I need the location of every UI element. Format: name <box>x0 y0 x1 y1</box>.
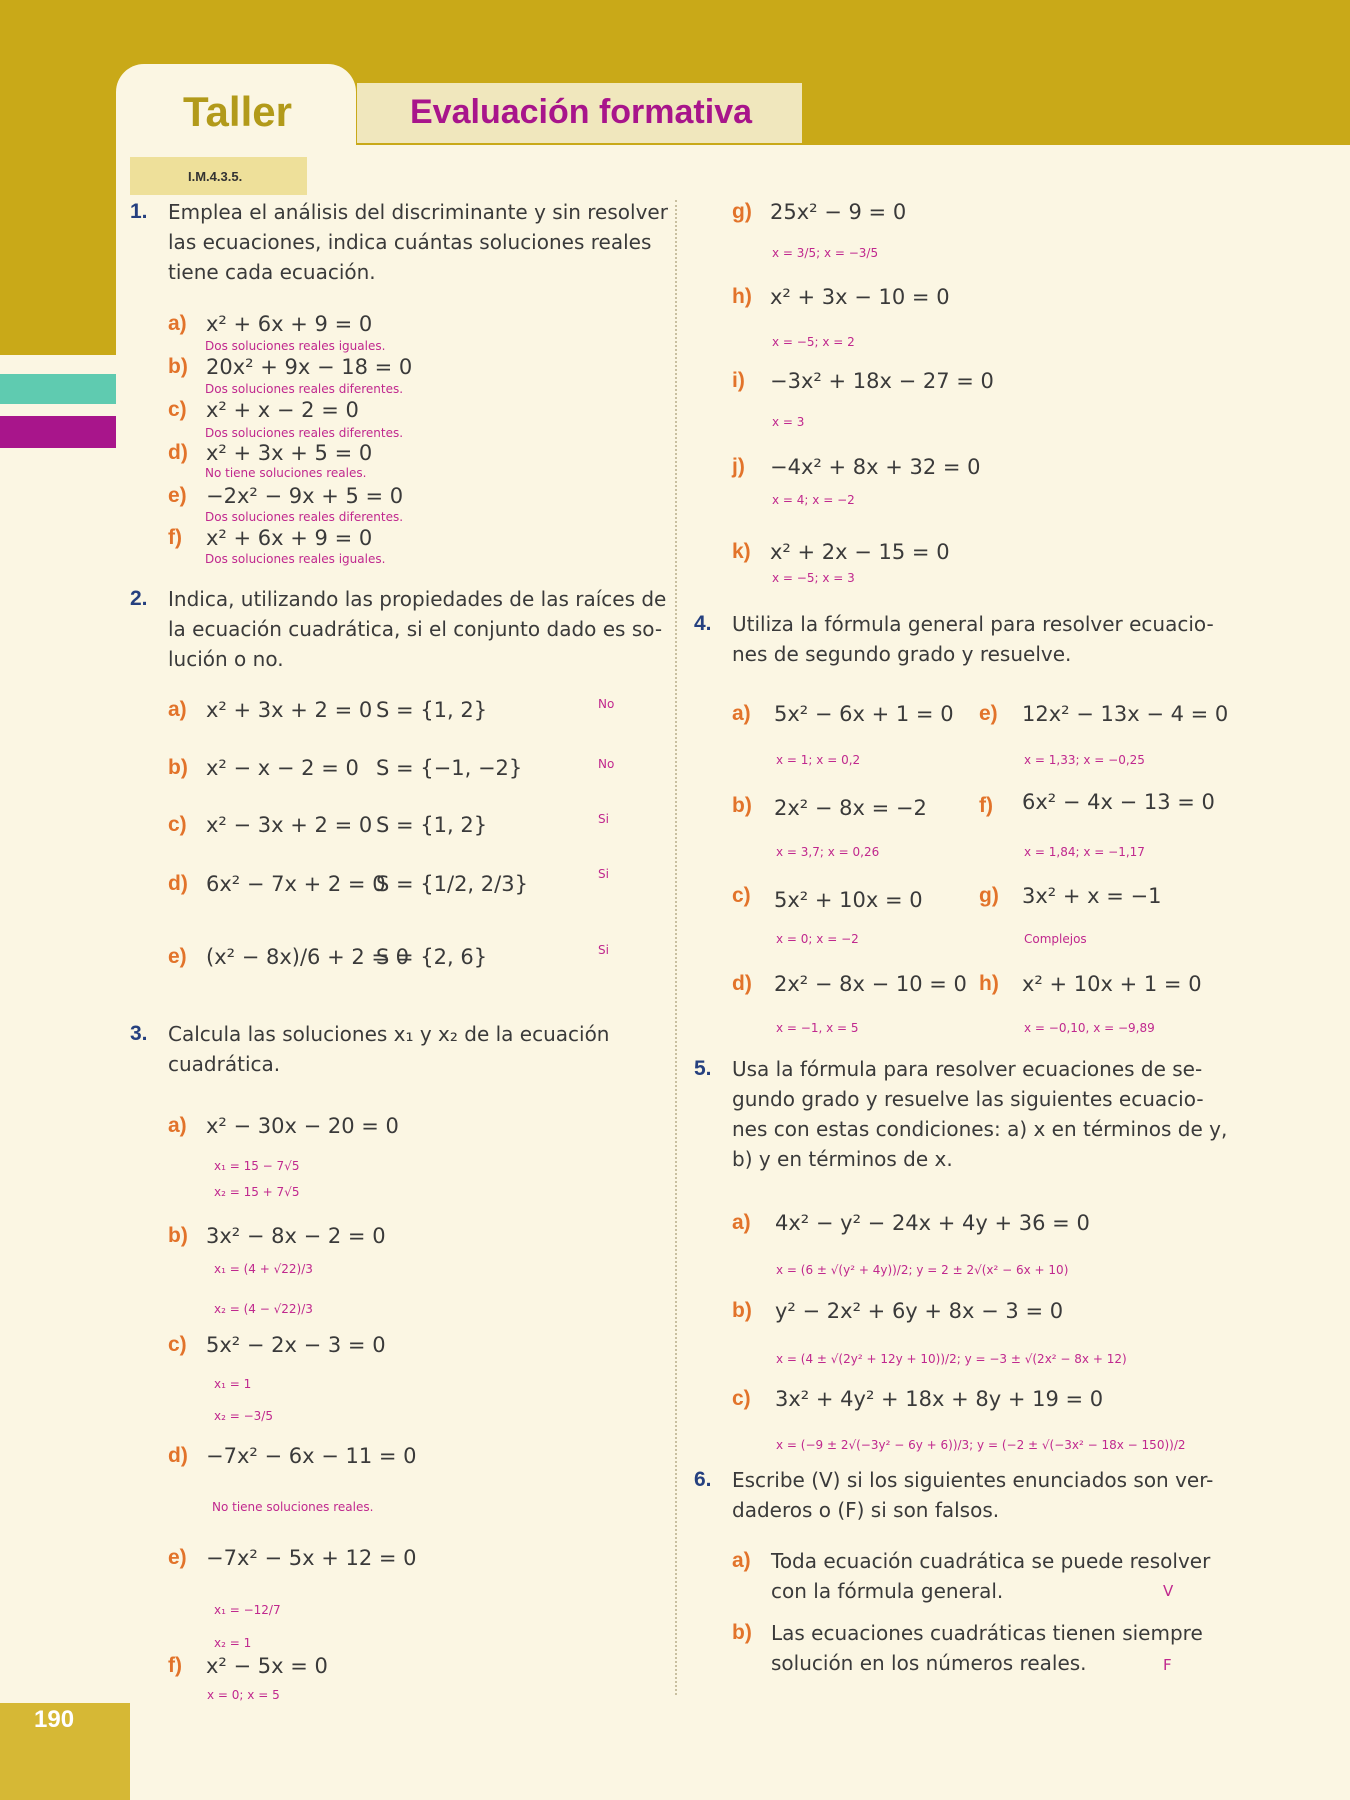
exercise-1-text-line: tiene cada ecuación. <box>168 260 376 284</box>
answer: x = 3,7; x = 0,26 <box>776 845 880 859</box>
exercise-1-text-line: las ecuaciones, indica cuántas soluciones reales <box>168 230 652 254</box>
exercise-4-number: 4. <box>694 612 712 635</box>
answer: x = −5; x = 2 <box>772 335 855 349</box>
equation: 4x² − y² − 24x + 4y + 36 = 0 <box>775 1211 1090 1235</box>
equation: 12x² − 13x − 4 = 0 <box>1022 702 1229 726</box>
item-label: g) <box>732 200 752 223</box>
item-label: d) <box>168 441 188 464</box>
item-label: a) <box>168 1114 187 1137</box>
page-title: Evaluación formativa <box>410 93 753 131</box>
exercise-5-text-line: b) y en términos de x. <box>732 1147 953 1171</box>
answer: x = −1, x = 5 <box>776 1021 859 1035</box>
equation: 2x² − 8x = −2 <box>774 796 927 820</box>
answer: x₂ = −3/5 <box>214 1409 273 1423</box>
answer: x = 4; x = −2 <box>772 493 855 507</box>
exercise-3-text-line: cuadrática. <box>168 1052 281 1076</box>
exercise-6-text-line: daderos o (F) si son falsos. <box>732 1498 1000 1522</box>
teal-strip <box>0 374 116 404</box>
answer: No <box>598 757 615 771</box>
answer: x = 0; x = −2 <box>776 932 859 946</box>
answer: x = (6 ± √(y² + 4y))/2; y = 2 ± 2√(x² − 6x + 10) <box>776 1263 1069 1277</box>
exercise-4-text-line: Utiliza la fórmula general para resolver ecuacio- <box>732 612 1214 636</box>
answer: Si <box>598 812 609 826</box>
equation: 25x² − 9 = 0 <box>770 200 907 224</box>
exercise-6-number: 6. <box>694 1468 712 1491</box>
item-label: j) <box>732 455 745 478</box>
equation: y² − 2x² + 6y + 8x − 3 = 0 <box>775 1299 1064 1323</box>
item-label: c) <box>168 1333 187 1356</box>
answer: x₁ = −12/7 <box>214 1603 281 1617</box>
equation: x² − 5x = 0 <box>206 1654 328 1678</box>
answer: Dos soluciones reales diferentes. <box>205 426 404 440</box>
answer: No <box>598 697 615 711</box>
item-label: e) <box>168 484 187 507</box>
answer: x₂ = 15 + 7√5 <box>214 1185 300 1199</box>
exercise-4-text-line: nes de segundo grado y resuelve. <box>732 642 1072 666</box>
equation: 5x² − 6x + 1 = 0 <box>774 702 954 726</box>
page-number: 190 <box>34 1706 75 1733</box>
item-label: k) <box>732 540 751 563</box>
column-divider <box>675 200 677 1695</box>
answer: Complejos <box>1024 932 1087 946</box>
equation: 6x² − 7x + 2 = 0 <box>206 872 386 896</box>
exercise-2-text-line: Indica, utilizando las propiedades de las raíces de <box>168 587 667 611</box>
exercise-6-text-line: Escribe (V) si los siguientes enunciados son ver- <box>732 1468 1214 1492</box>
answer: x = 3 <box>772 415 805 429</box>
magenta-strip <box>0 416 116 448</box>
answer: No tiene soluciones reales. <box>212 1500 374 1514</box>
equation: x² − 30x − 20 = 0 <box>206 1114 399 1138</box>
equation: x² + 6x + 9 = 0 <box>206 526 373 550</box>
equation: x² + 10x + 1 = 0 <box>1022 972 1202 996</box>
answer: Si <box>598 943 609 957</box>
item-label: d) <box>168 872 188 895</box>
item-label: a) <box>168 698 187 721</box>
equation: x² + 3x − 10 = 0 <box>770 285 950 309</box>
solution-set: S = {1, 2} <box>376 698 488 722</box>
side-band <box>0 145 116 355</box>
answer: x = 1,33; x = −0,25 <box>1024 753 1145 767</box>
answer: Dos soluciones reales iguales. <box>205 552 386 566</box>
answer: x = 1,84; x = −1,17 <box>1024 845 1145 859</box>
answer: x = −0,10, x = −9,89 <box>1024 1021 1155 1035</box>
exercise-5-text-line: gundo grado y resuelve las siguientes ecuacio- <box>732 1087 1204 1111</box>
item-label: e) <box>168 1546 187 1569</box>
skill-code: I.M.4.3.5. <box>188 169 243 184</box>
item-label: h) <box>732 285 752 308</box>
equation: 5x² + 10x = 0 <box>774 888 923 912</box>
equation: −7x² − 5x + 12 = 0 <box>206 1546 417 1570</box>
item-label: d) <box>168 1444 188 1467</box>
solution-set: S = {1/2, 2/3} <box>376 872 528 896</box>
item-label: f) <box>168 526 182 549</box>
item-label: c) <box>168 813 187 836</box>
item-label: c) <box>732 884 751 907</box>
exercise-2-number: 2. <box>130 587 148 610</box>
equation: x² + 3x + 2 = 0 <box>206 698 373 722</box>
item-label: i) <box>732 369 745 392</box>
answer: x₁ = (4 + √22)/3 <box>214 1262 313 1276</box>
equation: 3x² + x = −1 <box>1022 884 1162 908</box>
equation: (x² − 8x)/6 + 2 = 0 <box>206 945 410 969</box>
item-label: a) <box>732 1549 751 1572</box>
solution-set: S = {1, 2} <box>376 813 488 837</box>
exercise-5-number: 5. <box>694 1057 712 1080</box>
item-label: g) <box>979 884 999 907</box>
equation: x² − 3x + 2 = 0 <box>206 813 373 837</box>
exercise-2-text-line: lución o no. <box>168 647 284 671</box>
item-label: b) <box>168 756 188 779</box>
equation: 3x² − 8x − 2 = 0 <box>206 1224 386 1248</box>
exercise-5-text-line: nes con estas condiciones: a) x en términos de y, <box>732 1117 1228 1141</box>
answer: x = 0; x = 5 <box>207 1688 280 1702</box>
answer: x₂ = (4 − √22)/3 <box>214 1302 313 1316</box>
equation: 6x² − 4x − 13 = 0 <box>1022 790 1215 814</box>
item-label: b) <box>168 1224 188 1247</box>
equation: 2x² − 8x − 10 = 0 <box>774 972 967 996</box>
equation: 3x² + 4y² + 18x + 8y + 19 = 0 <box>775 1387 1104 1411</box>
answer: x = 3/5; x = −3/5 <box>772 246 879 260</box>
equation: 20x² + 9x − 18 = 0 <box>206 355 413 379</box>
item-label: b) <box>732 1299 752 1322</box>
statement-line: Las ecuaciones cuadráticas tienen siempre <box>771 1621 1203 1645</box>
answer: x₁ = 15 − 7√5 <box>214 1159 300 1173</box>
equation: x² − x − 2 = 0 <box>206 756 359 780</box>
item-label: a) <box>168 312 187 335</box>
statement-line: solución en los números reales. <box>771 1651 1087 1675</box>
answer: No tiene soluciones reales. <box>205 466 367 480</box>
equation: x² + x − 2 = 0 <box>206 398 359 422</box>
exercise-3-number: 3. <box>130 1022 148 1045</box>
solution-set: S = {2, 6} <box>376 945 488 969</box>
equation: −2x² − 9x + 5 = 0 <box>206 484 404 508</box>
item-label: f) <box>979 794 993 817</box>
equation: −4x² + 8x + 32 = 0 <box>770 455 981 479</box>
answer: x₁ = 1 <box>214 1377 252 1391</box>
exercise-3-text-line: Calcula las soluciones x₁ y x₂ de la ecuación <box>168 1022 610 1046</box>
equation: −7x² − 6x − 11 = 0 <box>206 1444 417 1468</box>
answer: x₂ = 1 <box>214 1636 252 1650</box>
equation: x² + 2x − 15 = 0 <box>770 540 950 564</box>
equation: −3x² + 18x − 27 = 0 <box>770 369 994 393</box>
item-label: f) <box>168 1654 182 1677</box>
exercise-2-text-line: la ecuación cuadrática, si el conjunto dado es so- <box>168 617 663 641</box>
equation: x² + 3x + 5 = 0 <box>206 441 373 465</box>
equation: 5x² − 2x − 3 = 0 <box>206 1333 386 1357</box>
exercise-5-text-line: Usa la fórmula para resolver ecuaciones de se- <box>732 1057 1203 1081</box>
item-label: b) <box>732 1621 752 1644</box>
item-label: c) <box>168 398 187 421</box>
item-label: e) <box>168 945 187 968</box>
exercise-1-text-line: Emplea el análisis del discriminante y sin resolver <box>168 200 668 224</box>
answer: x = (−9 ± 2√(−3y² − 6y + 6))/3; y = (−2 ± √(−3x² − 18x − 150))/2 <box>776 1438 1186 1452</box>
answer: Dos soluciones reales diferentes. <box>205 510 404 524</box>
exercise-1-number: 1. <box>130 200 148 223</box>
answer: x = (4 ± √(2y² + 12y + 10))/2; y = −3 ± √(2x² − 8x + 12) <box>776 1352 1127 1366</box>
item-label: a) <box>732 702 751 725</box>
statement-line: Toda ecuación cuadrática se puede resolver <box>771 1549 1211 1573</box>
section-label: Taller <box>183 88 292 135</box>
item-label: e) <box>979 702 998 725</box>
answer: Dos soluciones reales diferentes. <box>205 382 404 396</box>
statement-line: con la fórmula general. <box>771 1579 1004 1603</box>
answer: F <box>1163 1656 1172 1674</box>
answer: Dos soluciones reales iguales. <box>205 339 386 353</box>
solution-set: S = {−1, −2} <box>376 756 523 780</box>
item-label: d) <box>732 972 752 995</box>
equation: x² + 6x + 9 = 0 <box>206 312 373 336</box>
answer: x = −5; x = 3 <box>772 571 855 585</box>
item-label: b) <box>168 355 188 378</box>
answer: Si <box>598 867 609 881</box>
item-label: c) <box>732 1387 751 1410</box>
item-label: b) <box>732 794 752 817</box>
item-label: h) <box>979 972 999 995</box>
item-label: a) <box>732 1211 751 1234</box>
answer: x = 1; x = 0,2 <box>776 753 861 767</box>
answer: V <box>1163 1582 1174 1600</box>
